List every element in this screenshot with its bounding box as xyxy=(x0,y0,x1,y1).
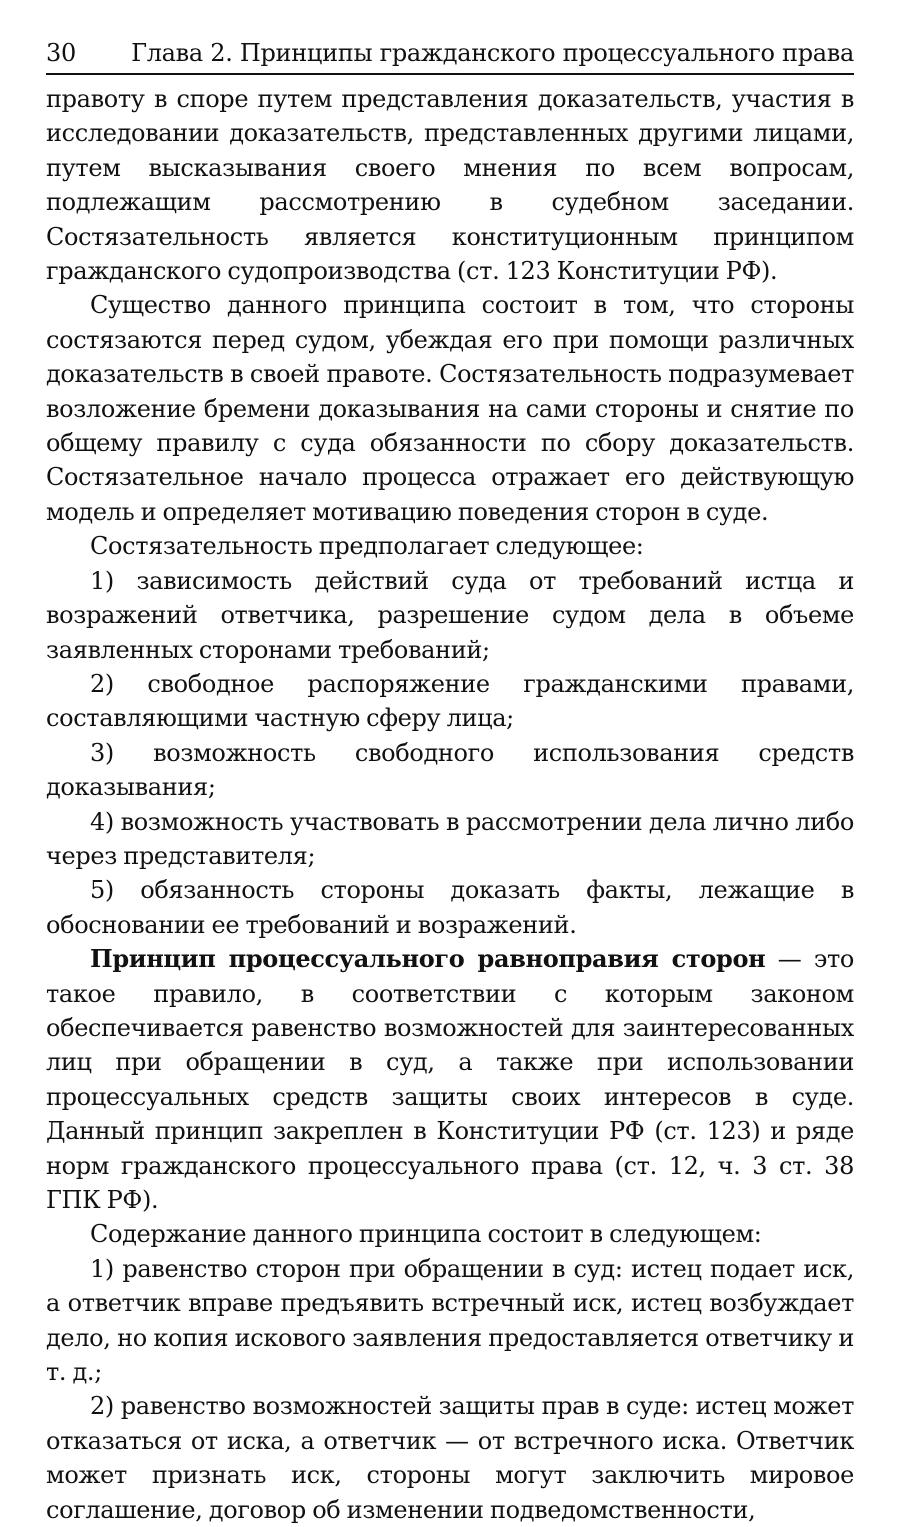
paragraph-list-intro: Состязательность предполагает следующее: xyxy=(90,532,644,561)
list-item-5: 5) обязанность стороны доказать факты, лежащие в обосновании ее требований и возражений. xyxy=(46,876,854,939)
equality-item-1: 1) равенство сторон при обращении в суд: истец подает иск, а ответчик вправе предъявить встречный иск, истец возбуждает дело, но копия искового заявления предоставляется ответчику и т. д.; xyxy=(46,1254,854,1387)
page-number: 30 xyxy=(46,39,76,67)
book-page xyxy=(46,38,854,1527)
list-item-1: 1) зависимость действий суда от требований истца и возражений ответчика, разрешение судом дела в объеме заявленных сторонами требований; xyxy=(46,566,854,664)
list-item-2: 2) свободное распоряжение гражданскими правами, составляющими частную сферу лица; xyxy=(46,669,854,733)
equality-item-2: 2) равенство возможностей защиты прав в суде: истец может отказаться от иска, а ответчик — от встречного иска. Ответчик может признать иск, стороны могут заключить мировое соглашение, договор об изменении подведомственности, xyxy=(46,1392,854,1524)
principle-definition-text: — это такое правило, в соответствии с которым законом обеспечивается равенство возможностей для заинтересованных лиц при обращении в суд, а также при использовании процессуальных средств защиты своих интересов в суде. Данный принцип закреплен в Конституции РФ (ст. 123) и ряде норм гражданского процессуального права (ст. 12, ч. 3 ст. 38 ГПК РФ). xyxy=(46,945,854,1214)
list-item-3: 3) возможность свободного использования средств доказывания; xyxy=(46,738,854,802)
principle-term: Принцип процессуального равноправия сторон xyxy=(90,944,766,974)
chapter-title: Глава 2. Принципы гражданского процессуального права xyxy=(131,39,854,67)
paragraph-essence: Существо данного принципа состоит в том, что стороны состязаются перед судом, убеждая его при помощи различных доказательств в своей правоте. Состязательность подразумевает возложение бремени доказывания на сами стороны и снятие по общему правилу с суда обязанности по сбору доказательств. Состязательное начало процесса отражает его действующую модель и определяет мотивацию поведения сторон в суде. xyxy=(46,291,854,526)
running-header xyxy=(46,38,854,75)
paragraph-principle-definition xyxy=(46,942,854,1217)
list-item-4: 4) возможность участвовать в рассмотрении дела лично либо через представителя; xyxy=(46,807,854,870)
paragraph-content-intro: Содержание данного принципа состоит в следующем: xyxy=(90,1220,762,1249)
paragraph-continuation: правоту в споре путем представления доказательств, участия в исследовании доказательств, представленных другими лицами, путем высказывания своего мнения по всем вопросам, подлежащим рассмотрению в судебном заседании. Состязательность является конституционным принципом гражданского судопроизводства (ст. 123 Конституции РФ). xyxy=(46,85,854,286)
body-text xyxy=(46,82,854,1527)
